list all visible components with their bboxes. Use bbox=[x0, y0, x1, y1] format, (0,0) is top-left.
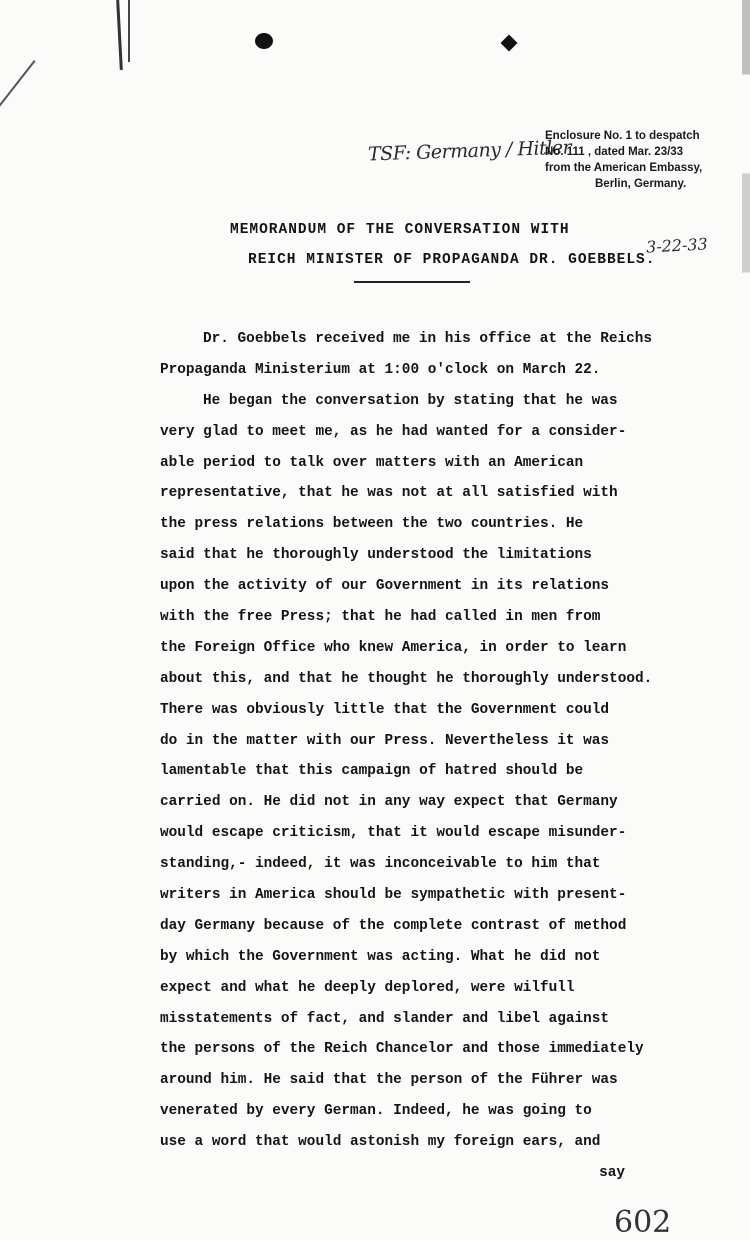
body-line: said that he thoroughly understood the limitations bbox=[160, 547, 592, 564]
body-line: able period to talk over matters with an American bbox=[160, 454, 584, 471]
title-rule bbox=[354, 281, 470, 283]
body-line: writers in America should be sympathetic with present- bbox=[160, 887, 627, 904]
scan-artifact bbox=[0, 60, 36, 203]
body-line: representative, that he was not at all satisfied with bbox=[160, 485, 618, 502]
body-line: very glad to meet me, as he had wanted for a consider- bbox=[160, 423, 627, 440]
body-line: Dr. Goebbels received me in his office at the Reichs bbox=[203, 331, 653, 347]
body-line: Propaganda Ministerium at 1:00 o'clock on March 22. bbox=[160, 361, 601, 378]
body-line: standing,- indeed, it was inconceivable to him that bbox=[160, 856, 601, 873]
punch-hole bbox=[501, 35, 518, 52]
body-line: about this, and that he thought he thoroughly understood. bbox=[160, 670, 653, 687]
body-line: There was obviously little that the Government could bbox=[160, 701, 610, 718]
body-line: by which the Government was acting. What he did not bbox=[160, 948, 601, 965]
body-line: do in the matter with our Press. Nevertheless it was bbox=[160, 732, 610, 749]
body-line: with the free Press; that he had called in men from bbox=[160, 609, 601, 626]
enclosure-line: Berlin, Germany. bbox=[595, 178, 687, 190]
punch-hole bbox=[255, 33, 273, 49]
body-line: lamentable that this campaign of hatred should be bbox=[160, 763, 584, 780]
body-line: venerated by every German. Indeed, he was going to bbox=[160, 1103, 592, 1120]
handwritten-file-note: TSF: Germany / Hitler bbox=[367, 136, 572, 166]
body-line: misstatements of fact, and slander and libel against bbox=[160, 1010, 610, 1027]
scan-artifact bbox=[116, 0, 123, 70]
body-line: the press relations between the two countries. He bbox=[160, 516, 584, 533]
memo-title: MEMORANDUM OF THE CONVERSATION WITH bbox=[230, 222, 570, 238]
body-line: would escape criticism, that it would escape misunder- bbox=[160, 825, 627, 842]
page-number: 602 bbox=[614, 1205, 672, 1240]
body-line: expect and what he deeply deplored, were wilfull bbox=[160, 979, 575, 996]
enclosure-line: from the American Embassy, bbox=[545, 162, 703, 174]
body-line: the Foreign Office who knew America, in order to learn bbox=[160, 639, 627, 656]
enclosure-line: Enclosure No. 1 to despatch bbox=[545, 130, 700, 142]
body-line: carried on. He did not in any way expect that Germany bbox=[160, 794, 618, 811]
enclosure-line: No. 111 , dated Mar. 23/33 bbox=[545, 146, 684, 158]
body-line: day Germany because of the complete contrast of method bbox=[160, 917, 627, 934]
body-line: upon the activity of our Government in its relations bbox=[160, 578, 610, 595]
body-line: He began the conversation by stating that he was bbox=[203, 392, 618, 409]
memo-body bbox=[160, 324, 740, 1189]
enclosure-stamp bbox=[545, 128, 745, 192]
body-line: say bbox=[599, 1165, 625, 1182]
memo-subtitle: REICH MINISTER OF PROPAGANDA DR. GOEBBELS. bbox=[248, 252, 656, 268]
body-line: around him. He said that the person of the Führer was bbox=[160, 1072, 618, 1089]
scan-artifact bbox=[128, 0, 130, 62]
handwritten-date: 3-22-33 bbox=[645, 234, 709, 257]
body-line: the persons of the Reich Chancelor and those immediately bbox=[160, 1041, 644, 1058]
body-line: use a word that would astonish my foreign ears, and bbox=[160, 1134, 601, 1151]
